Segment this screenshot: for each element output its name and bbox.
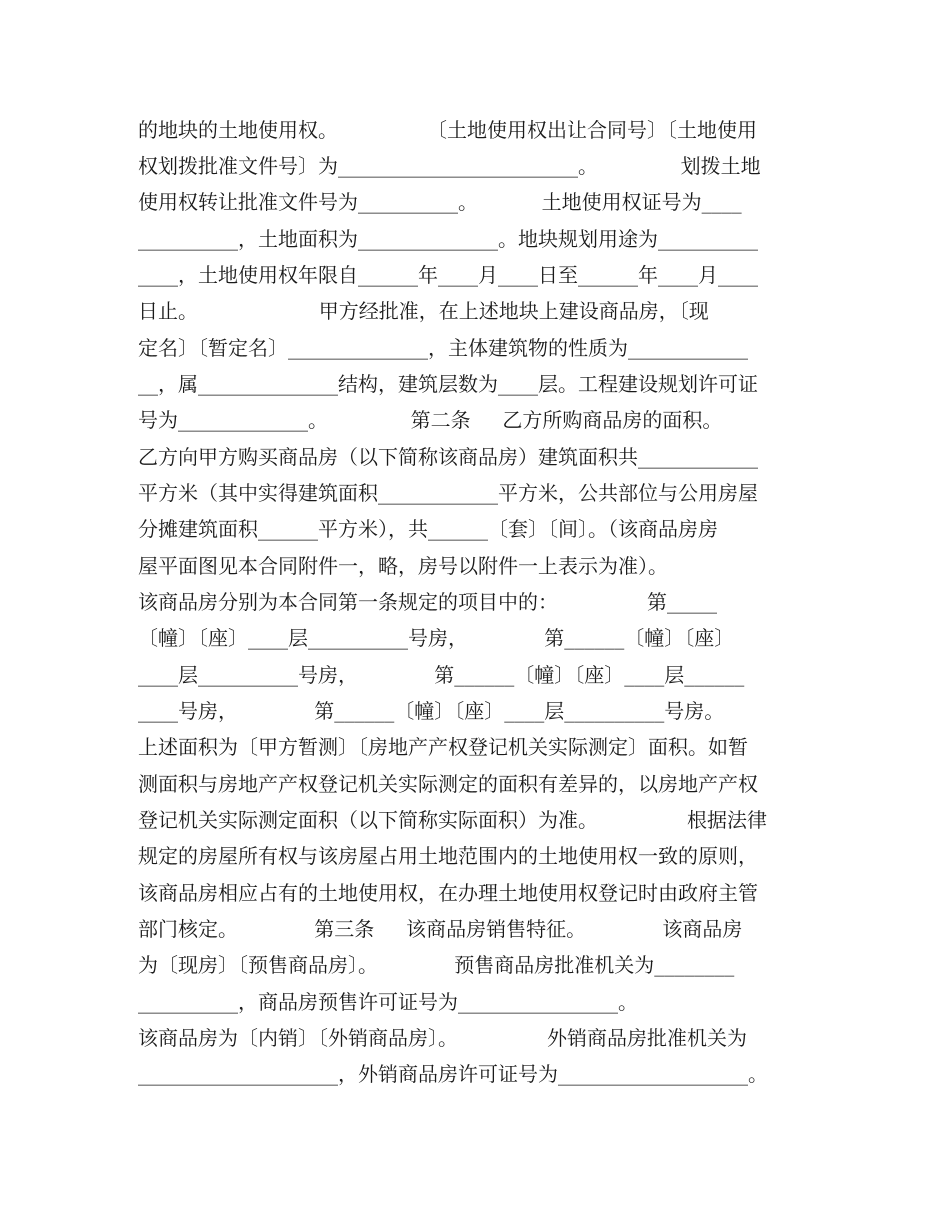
text-line: 登记机关实际测定面积（以下简称实际面积）为准。 根据法律 — [138, 808, 768, 832]
text-line: __________，土地面积为______________。地块规划用途为__________ — [138, 227, 758, 251]
text-line: 使用权转让批准文件号为__________。 土地使用权证号为____ — [138, 190, 742, 214]
text-line: 日止。 甲方经批准，在上述地块上建设商品房，〔现 — [138, 299, 709, 323]
text-line: 〔幢〕〔座〕____层__________号房， 第______〔幢〕〔座〕 — [138, 626, 735, 650]
text-line: 平方米（其中实得建筑面积____________平方米，公共部位与公用房屋 — [138, 481, 758, 505]
text-line: 上述面积为〔甲方暂测〕〔房地产产权登记机关实际测定〕面积。如暂 — [138, 735, 748, 759]
text-line: 该商品房为〔内销〕〔外销商品房〕。 外销商品房批准机关为 — [138, 1026, 748, 1050]
text-line: 测面积与房地产产权登记机关实际测定的面积有差异的，以房地产产权 — [138, 772, 758, 796]
text-line: ____，土地使用权年限自______年____月____日至______年____月____ — [138, 263, 758, 287]
text-line: ____层__________号房， 第______〔幢〕〔座〕____层______ — [138, 663, 745, 687]
text-line: ____________________，外销商品房许可证号为___________________。 — [138, 1062, 768, 1086]
text-line: 为〔现房〕〔预售商品房〕。 预售商品房批准机关为________ — [138, 953, 735, 977]
text-line: 乙方向甲方购买商品房（以下简称该商品房）建筑面积共____________ — [138, 445, 758, 469]
text-line: 该商品房相应占有的土地使用权，在办理土地使用权登记时由政府主管 — [138, 881, 758, 905]
text-line: 的地块的土地使用权。 〔土地使用权出让合同号〕〔土地使用 — [138, 118, 758, 142]
text-line: 该商品房分别为本合同第一条规定的项目中的： 第_____ — [138, 590, 718, 614]
text-line: 分摊建筑面积______平方米），共______〔套〕〔间〕。（该商品房房 — [138, 517, 718, 541]
text-line: ____号房， 第______〔幢〕〔座〕____层__________号房。 — [138, 699, 725, 723]
text-line: 定名〕〔暂定名〕______________，主体建筑物的性质为____________ — [138, 336, 748, 360]
text-line: 号为_____________。 第二条 乙方所购商品房的面积。 — [138, 408, 723, 432]
text-line: 屋平面图见本合同附件一，略，房号以附件一上表示为准）。 — [138, 554, 668, 578]
text-line: __________，商品房预售许可证号为________________。 — [138, 990, 638, 1014]
text-line: __，属______________结构，建筑层数为____层。工程建设规划许可证 — [138, 372, 758, 396]
text-line: 规定的房屋所有权与该房屋占用土地范围内的土地使用权一致的原则， — [138, 844, 758, 868]
text-line: 部门核定。 第三条 该商品房销售特征。 该商品房 — [138, 917, 743, 941]
text-line: 权划拨批准文件号〕为________________________。 划拨土地 — [138, 154, 761, 178]
